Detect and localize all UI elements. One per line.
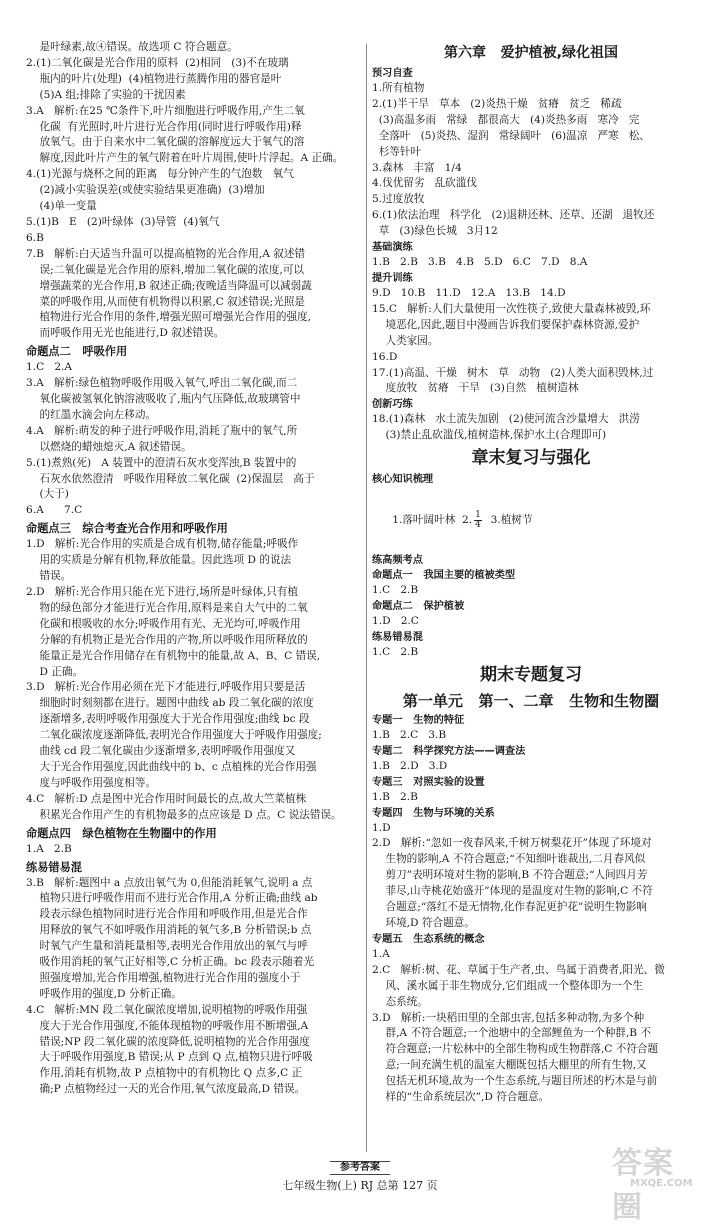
text-line: 大于光合作用强度,因此曲线中的 b、c 点植株的光合作用强 bbox=[26, 760, 317, 773]
text-line: 6.A 7.C bbox=[26, 504, 83, 517]
text-line: 环境,D 符合题意。 bbox=[372, 917, 475, 929]
unit1-title: 第一单元 第一、二章 生物和生物圈 bbox=[402, 691, 660, 710]
text-line: 用的实质是分解有机物,释放能量。因此选项 D 的说法 bbox=[26, 554, 292, 567]
text-line: 菲尽,山寺桃花始盛开”体现的是温度对生物的影响,C 不符 bbox=[372, 885, 653, 898]
text-line: 2.D 解析:光合作用只能在光下进行,场所是叶绿体,只有植 bbox=[26, 586, 299, 598]
high-freq-sec1-lines bbox=[372, 583, 690, 599]
topic2-title: 专题二 科学探究方法——调查法 bbox=[372, 745, 526, 757]
topic2-lines bbox=[372, 759, 690, 775]
text-line: 4.C 解析:D 点是图中光合作用时间最长的点,故大竺菜植株 bbox=[26, 792, 307, 805]
fraction-numerator: 1 bbox=[475, 509, 481, 520]
text-line: 菜的呼吸作用,从而使有机物得以积累,C 叙述错误;光照是 bbox=[26, 295, 305, 308]
text-line: 杉等针叶 bbox=[372, 145, 422, 158]
text-line: 9.D 10.B 11.D 12.A 13.B 14.D bbox=[372, 286, 566, 299]
topic1-title: 专题一 生物的特征 bbox=[372, 714, 465, 726]
improve-training-lines bbox=[372, 286, 690, 397]
topic5-lines bbox=[372, 947, 690, 1106]
text-line: 度大于光合作用强度,不能体现植物的呼吸作用不断增强,A bbox=[26, 1019, 309, 1032]
chapter6-title: 第六章 爱护植被,绿化祖国 bbox=[444, 45, 618, 61]
footer-page-info: 七年级生物(上) RJ 总第 127 页 bbox=[282, 1179, 438, 1192]
improve-training-title: 提升训练 bbox=[372, 272, 413, 284]
text-line: 15.C 解析:人们大量使用一次性筷子,致使大量森林被毁,环 bbox=[372, 302, 651, 315]
topic4-lines bbox=[372, 821, 690, 932]
text-line: 符合题意;一片松林中的全部生物构成生物群落,C 不符合题 bbox=[372, 1043, 659, 1056]
mix-title: 练易错易混 bbox=[372, 631, 423, 643]
text-line: 化碳 有光照时,叶片进行光合作用(同时进行呼吸作用)释 bbox=[26, 120, 302, 133]
text-line: 群,A 不符合题意;一个池塘中的全部鲤鱼为一个种群,B 不 bbox=[372, 1027, 652, 1040]
text-line: 2.(1)半干旱 草本 (2)炎热干燥 贫瘠 贫乏 稀疏 bbox=[372, 97, 622, 110]
text-line: 境恶化,因此,题目中漫画告诉我们要保护森林资源,爱护 bbox=[372, 318, 640, 331]
text-line: (2)减小实验误差(或使实验结果更准确) (3)增加 bbox=[26, 184, 265, 197]
text-line: 5.(1)煮熟(死) A 装置中的澄清石灰水变浑浊,B 装置中的 bbox=[26, 456, 297, 469]
text-line: 石灰水依然澄清 呼吸作用释放二氧化碳 (2)保温层 高于 bbox=[26, 472, 315, 485]
text-line: 而呼吸作用无光也能进行,D 叙述错误。 bbox=[26, 327, 225, 340]
text-line: 1.C 2.B bbox=[372, 645, 419, 658]
left-block-2 bbox=[26, 360, 362, 519]
high-freq-sec2-lines bbox=[372, 614, 690, 630]
text-line: 全落叶 (5)炎热、湿润 常绿阔叶 (6)温凉 严寒 松、 bbox=[372, 129, 650, 142]
text-line: 合题意;“落红不是无情物,化作春泥更护花”说明生物影响 bbox=[372, 901, 647, 914]
topic1-lines bbox=[372, 728, 690, 744]
left-block-4 bbox=[26, 842, 362, 858]
text-line: 以燃烧的蜡烛熄灭,A 叙述错误。 bbox=[26, 440, 192, 453]
text-line: 分解的有机物正是光合作用的产物,所以呼吸作用所释放的 bbox=[26, 633, 308, 646]
preview-lines bbox=[372, 81, 690, 240]
text-line: 2.C 解析:树、花、草属于生产者,虫、鸟属于消费者,阳光、微 bbox=[372, 963, 665, 976]
text-line: (大于) bbox=[26, 488, 69, 501]
text-line: 1.C 2.A bbox=[26, 361, 73, 374]
text-line: 1.所有植物 bbox=[372, 82, 425, 94]
innovation-title: 创新巧练 bbox=[372, 399, 413, 411]
text-line: 1.B 2.B bbox=[372, 790, 418, 803]
text-line: 吸作用消耗的氧气正好相等,C 分析正确。bc 段表示随着光 bbox=[26, 956, 315, 969]
text-line: 逐渐增多,表明呼吸作用强度大于光合作用强度;曲线 bc 段 bbox=[26, 713, 310, 726]
section-respiration-title: 命题点二 呼吸作用 bbox=[26, 345, 128, 359]
text-line: 植物进行光合作用的条件,增强光照可增强光合作用的强度, bbox=[26, 311, 312, 324]
text-line: (4)单一变量 bbox=[26, 200, 97, 213]
text-line: (5)A 组;排除了实验的干扰因素 bbox=[26, 88, 186, 101]
text-line: 段表示绿色植物同时进行光合作用和呼吸作用,但是光合作 bbox=[26, 908, 308, 921]
column-divider bbox=[366, 44, 367, 1152]
high-freq-title: 练高频考点 bbox=[372, 555, 423, 567]
text-line: 2.(1)二氧化碳是光合作用的原料 (2)相同 (3)不在玻璃 bbox=[26, 56, 289, 69]
text-line: 17.(1)高温、干燥 树木 草 动物 (2)人类大面积毁林,过 bbox=[372, 366, 654, 379]
left-block-1 bbox=[26, 40, 362, 342]
text-line: 18.(1)森林 水土流失加剧 (2)使河流含沙量增大 洪涝 bbox=[372, 413, 640, 426]
text-line: 错误;NP 段二氧化碳的浓度降低,说明植物的光合作用强度 bbox=[26, 1035, 310, 1048]
text-line: 大于呼吸作用强度,B 错误;从 P 点到 Q 点,植物只进行呼吸 bbox=[26, 1051, 313, 1064]
text-line: 1.D 解析:光合作用的实质是合成有机物,储存能量;呼吸作 bbox=[26, 538, 299, 551]
text-line: 作用,消耗有机物,故 P 点植物中的有机物比 Q 点多,C 正 bbox=[26, 1067, 303, 1080]
text-line: 时氧气产生量和消耗量相等,表明光合作用放出的氧气与呼 bbox=[26, 940, 308, 953]
text-line: D 正确。 bbox=[26, 665, 84, 678]
footer-reference-label: 参考答案 bbox=[330, 1161, 390, 1175]
text-line: 4.(1)光源与烧杯之间的距离 每分钟产生的气泡数 氧气 bbox=[26, 168, 294, 181]
section-green-plants-title: 命题点四 绿色植物在生物圈中的作用 bbox=[26, 826, 217, 840]
text-line: 放氧气。由于自来水中二氧化碳的溶解度远大于氧气的溶 bbox=[26, 136, 305, 149]
text-line: 度放牧 贫瘠 干旱 (3)自然 植树造林 bbox=[372, 382, 579, 395]
text-line: 的红墨水滴会向左移动。 bbox=[26, 408, 157, 421]
left-block-5 bbox=[26, 876, 362, 1099]
text-line: 1.B 2.D 3.D bbox=[372, 759, 448, 772]
text-line: 1.B 2.B 3.B 4.B 5.D 6.C 7.D 8.A bbox=[372, 256, 588, 269]
section-combined-title: 命题点三 综合考查光合作用和呼吸作用 bbox=[26, 522, 228, 536]
text-line: 3.森林 丰富 1/4 bbox=[372, 161, 462, 174]
text-line: 1.C 2.B bbox=[372, 584, 419, 597]
fraction-quarter bbox=[474, 511, 482, 530]
text-line: 生物的影响,A 不符合题意;“不知细叶谁裁出,二月春风似 bbox=[372, 853, 646, 866]
watermark-logo: 答案圈 bbox=[612, 1146, 674, 1225]
text-line: 6.B bbox=[26, 231, 44, 244]
text-line: 4.A 解析:萌发的种子进行呼吸作用,消耗了瓶中的氧气,所 bbox=[26, 424, 298, 437]
text-line: 化碳和根吸收的水分;呼吸作用有光、无光均可,呼吸作用 bbox=[26, 617, 301, 630]
text-line: 瓶内的叶片(处理) (4)植物进行蒸腾作用的器官是叶 bbox=[26, 72, 282, 85]
text-line: 误;二氧化碳是光合作用的原料,增加二氧化碳的浓度,可以 bbox=[26, 263, 305, 276]
basic-practice-title: 基础演练 bbox=[372, 242, 413, 254]
basic-practice-lines bbox=[372, 255, 690, 271]
text-line: 3.A 解析:绿色植物呼吸作用吸入氧气,呼出二氧化碳,而二 bbox=[26, 377, 298, 390]
topic4-title: 专题四 生物与环境的关系 bbox=[372, 807, 495, 819]
text-line: 1.A 2.B bbox=[26, 842, 72, 855]
core-line-a: 1.落叶阔叶林 2. bbox=[392, 514, 473, 527]
text-line: 曲线 cd 段二氧化碳由少逐渐增多,表明呼吸作用强度又 bbox=[26, 745, 296, 758]
text-line: 草 (3)绿色长城 3月12 bbox=[372, 225, 498, 238]
text-line: 1.A bbox=[372, 947, 390, 960]
text-line: 植物只进行呼吸作用而不进行光合作用,A 分析正确;曲线 ab bbox=[26, 892, 318, 905]
fraction-denominator: 4 bbox=[475, 519, 481, 530]
text-line: 2.D 解析:“忽如一夜春风来,千树万树梨花开”体现了环境对 bbox=[372, 837, 652, 850]
core-line-b: 3.植树节 bbox=[483, 514, 533, 527]
text-line: 3.D 解析:光合作用必须在光下才能进行,呼吸作用只要是活 bbox=[26, 681, 306, 694]
section-mistakes-title: 练易错易混 bbox=[26, 860, 82, 874]
text-line: 确;P 点植物经过一天的光合作用,氧气浓度最高,D 错误。 bbox=[26, 1083, 306, 1096]
text-line: 风、溪水属于非生物成分,它们组成一个整体即为一个生 bbox=[372, 979, 644, 992]
text-line: 人类家园。 bbox=[372, 334, 439, 347]
text-line: 态系统。 bbox=[372, 995, 428, 1008]
text-line: 1.D bbox=[372, 821, 391, 834]
text-line: 剪刀”表明环境对生物的影响,B 不符合题意;“人间四月芳 bbox=[372, 869, 648, 882]
text-line: 呼吸作用的强度,D 分析正确。 bbox=[26, 987, 182, 1000]
text-line: 细胞时时刻刻都在进行。题图中曲线 ab 段二氧化碳的浓度 bbox=[26, 697, 314, 710]
text-line: 物的绿色部分才能进行光合作用,原料是来自大气中的二氧 bbox=[26, 601, 308, 614]
text-line: 3.B 解析:题图中 a 点放出氧气为 0,但能消耗氧气,说明 a 点 bbox=[26, 876, 313, 889]
core-knowledge-line bbox=[372, 487, 690, 553]
text-line: 增强蔬菜的光合作用,B 叙述正确;夜晚适当降温可以减弱蔬 bbox=[26, 279, 312, 292]
text-line: 3.D 解析:一块稻田里的全部虫害,包括多种动物,为多个种 bbox=[372, 1011, 645, 1024]
text-line: 积累光合作用产生的有机物最多的点应该是 D 点。C 说法错误。 bbox=[26, 808, 342, 821]
mix-lines bbox=[372, 645, 690, 661]
text-line: 是叶绿素,故④错误。故选项 C 符合题意。 bbox=[26, 41, 238, 53]
text-line: (3)禁止乱砍滥伐,植树造林,保护水土(合理即可) bbox=[372, 429, 607, 442]
text-line: 氧化碳被氢氧化钠溶液吸收了,瓶内气压降低,故玻璃管中 bbox=[26, 393, 301, 406]
text-line: 二氧化碳浓度逐渐降低,表明光合作用强度大于呼吸作用强度; bbox=[26, 729, 322, 742]
text-line: 4.伐优留劣 乱砍滥伐 bbox=[372, 177, 477, 190]
watermark-url: MXQE.COM bbox=[630, 1178, 693, 1189]
text-line: 1.D 2.C bbox=[372, 615, 419, 628]
text-line: 3.A 解析:在25 ℃条件下,叶片细胞进行呼吸作用,产生二氧 bbox=[26, 104, 305, 117]
text-line: 度与呼吸作用强度相等。 bbox=[26, 776, 157, 789]
text-line: 4.C 解析:MN 段二氧化碳浓度增加,说明植物的呼吸作用强 bbox=[26, 1003, 308, 1016]
topic5-title: 专题五 生态系统的概念 bbox=[372, 933, 485, 945]
final-review-title: 期末专题复习 bbox=[480, 664, 582, 685]
innovation-lines bbox=[372, 412, 690, 444]
preview-title: 预习自查 bbox=[372, 68, 413, 79]
core-knowledge-title: 核心知识梳理 bbox=[372, 474, 434, 486]
chapter-review-title: 章末复习与强化 bbox=[471, 448, 591, 469]
topic3-lines bbox=[372, 790, 690, 806]
text-line: 6.(1)依法治理 科学化 (2)退耕还林、还草、还湖 退牧还 bbox=[372, 209, 655, 222]
text-line: 5.(1)B E (2)叶绿体 (3)导管 (4)氧气 bbox=[26, 215, 220, 228]
text-line: 错误。 bbox=[26, 570, 72, 583]
high-freq-sec1-title: 命题点一 我国主要的植被类型 bbox=[372, 570, 516, 582]
text-line: 5.过度放牧 bbox=[372, 193, 425, 206]
text-line: 意;一间充满生机的温室大棚既包括大棚里的所有生物,又 bbox=[372, 1059, 647, 1072]
text-line: 解度,因此叶片产生的氧气附着在叶片周围,使叶片浮起。A 正确。 bbox=[26, 152, 344, 165]
text-line: 能量正是光合作用储存在有机物中的能量,故 A、B、C 错误, bbox=[26, 649, 321, 662]
watermark bbox=[612, 1138, 702, 1225]
text-line: 16.D bbox=[372, 350, 398, 363]
text-line: 1.B 2.C 3.B bbox=[372, 728, 447, 741]
high-freq-sec2-title: 命题点二 保护植被 bbox=[372, 601, 465, 613]
left-block-3 bbox=[26, 537, 362, 823]
right-column bbox=[372, 40, 690, 1106]
text-line: 用释放的氧气不如呼吸作用消耗的氧气多,B 分析错误;b 点 bbox=[26, 924, 312, 937]
topic3-title: 专题三 对照实验的设置 bbox=[372, 776, 485, 788]
text-line: 包括无机环境,故为一个生态系统,与题目所述的朽木是与前 bbox=[372, 1075, 658, 1088]
text-line: 7.B 解析:白天适当升温可以提高植物的光合作用,A 叙述错 bbox=[26, 247, 306, 260]
left-column bbox=[26, 40, 362, 1098]
text-line: (3)高温多雨 常绿 都很高大 (4)炎热多雨 寒冷 完 bbox=[372, 113, 640, 126]
text-line: 照强度增加,光合作用增强,植物进行光合作用的强度小于 bbox=[26, 971, 301, 984]
text-line: 样的“生命系统层次”,D 符合题意。 bbox=[372, 1091, 550, 1104]
